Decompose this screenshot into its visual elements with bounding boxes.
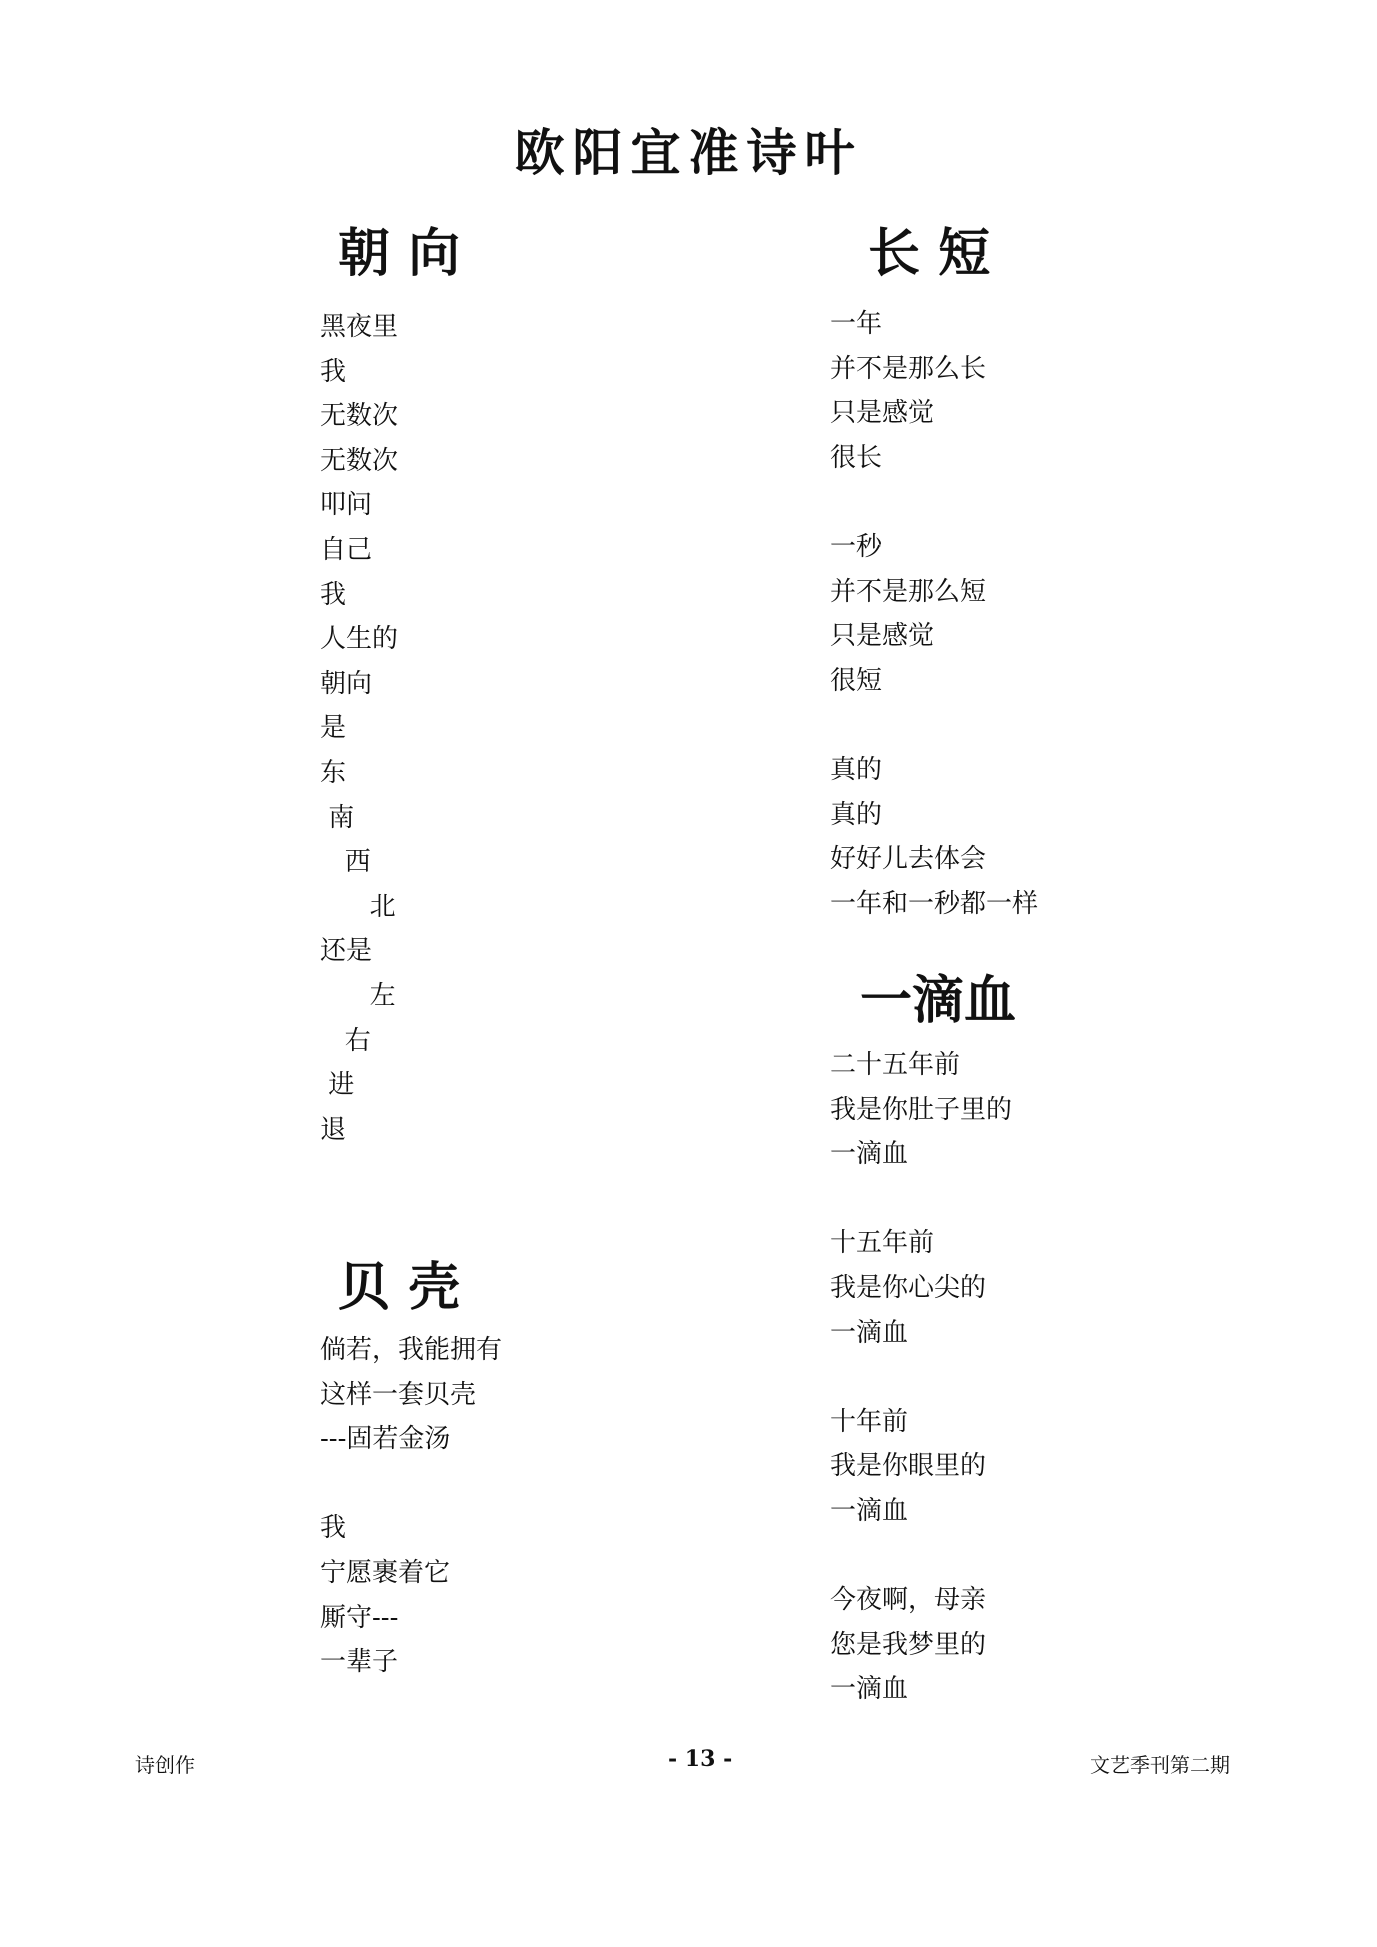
poem-line: 并不是那么长 (830, 353, 987, 384)
poem-line: 十五年前 (830, 1228, 935, 1259)
poem-body-beike (320, 1328, 502, 1685)
poem-body-yidixue (830, 1043, 1012, 1712)
poem-line: 一滴血 (830, 1674, 909, 1705)
poem-title-beike: 贝 壳 (338, 1258, 461, 1318)
poem-title-chaoxiang: 朝 向 (338, 224, 461, 284)
footer-publication-label: 文艺季刊第二期 (1090, 1753, 1230, 1777)
poem-title-yidixue: 一滴血 (860, 971, 1017, 1031)
poem-line: 我是你眼里的 (830, 1451, 987, 1482)
poem-line: 叩问 (320, 490, 373, 521)
poem-line: 还是 (320, 936, 373, 967)
poem-line: 一年 (830, 309, 883, 339)
poem-line: ---固若金汤 (320, 1424, 451, 1455)
poem-line: 只是感觉 (830, 621, 935, 652)
poem-line: 厮守--- (320, 1602, 399, 1633)
poem-line: 真的 (830, 754, 883, 785)
poem-line: 好好儿去体会 (830, 844, 987, 875)
poem-line: 无数次 (320, 445, 399, 476)
poem-line: 二十五年前 (830, 1050, 961, 1080)
poem-line: 一秒 (830, 531, 883, 562)
poem-line: 很长 (830, 442, 883, 473)
poem-line: 左 (320, 980, 396, 1011)
poem-line (830, 1177, 1012, 1222)
poem-line: 并不是那么短 (830, 576, 987, 607)
poem-line: 西 (320, 847, 371, 878)
poem-line: 我 (320, 579, 347, 610)
poem-title-changduan: 长 短 (868, 224, 991, 284)
poem-line: 一滴血 (830, 1317, 909, 1348)
poem-line: 一辈子 (320, 1647, 399, 1678)
poem-line: 宁愿裹着它 (320, 1557, 451, 1588)
poem-line: 一滴血 (830, 1139, 909, 1170)
poem-line: 一年和一秒都一样 (830, 888, 1039, 919)
poem-line: 北 (320, 891, 396, 922)
poem-line: 是 (320, 713, 347, 744)
poem-line: 朝向 (320, 668, 373, 699)
poem-line: 右 (320, 1025, 371, 1056)
poem-line: 我是你肚子里的 (830, 1094, 1013, 1125)
poem-line (830, 480, 1038, 525)
poem-body-changduan (830, 302, 1038, 926)
poem-line (830, 1534, 1012, 1579)
poem-line: 您是我梦里的 (830, 1629, 987, 1660)
poem-line (320, 1462, 502, 1507)
poem-line: 我 (320, 356, 347, 387)
poem-line: 进 (320, 1070, 355, 1101)
poem-line: 无数次 (320, 401, 399, 432)
poem-line (830, 1355, 1012, 1400)
page-number: - 13 - (668, 1746, 733, 1772)
poem-line: 我 (320, 1513, 347, 1544)
poem-line: 倘若，我能拥有 (320, 1335, 503, 1365)
poem-body-chaoxiang (320, 305, 398, 1152)
page-title: 欧阳宜准诗叶 (514, 123, 863, 182)
poem-line: 自己 (320, 534, 373, 565)
poem-line: 南 (320, 802, 355, 833)
poem-line: 人生的 (320, 624, 399, 655)
footer-section-label: 诗创作 (135, 1753, 195, 1777)
poem-line: 这样一套贝壳 (320, 1379, 477, 1410)
poem-line: 我是你心尖的 (830, 1272, 987, 1303)
poem-line (830, 703, 1038, 748)
poem-line: 今夜啊，母亲 (830, 1585, 987, 1616)
poem-line: 一滴血 (830, 1495, 909, 1526)
poem-line: 东 (320, 757, 347, 788)
poem-line: 很短 (830, 665, 883, 696)
poem-line: 十年前 (830, 1406, 909, 1437)
poem-line: 黑夜里 (320, 312, 399, 342)
poem-line: 真的 (830, 799, 883, 830)
poem-line: 只是感觉 (830, 398, 935, 429)
poem-line: 退 (320, 1114, 347, 1145)
